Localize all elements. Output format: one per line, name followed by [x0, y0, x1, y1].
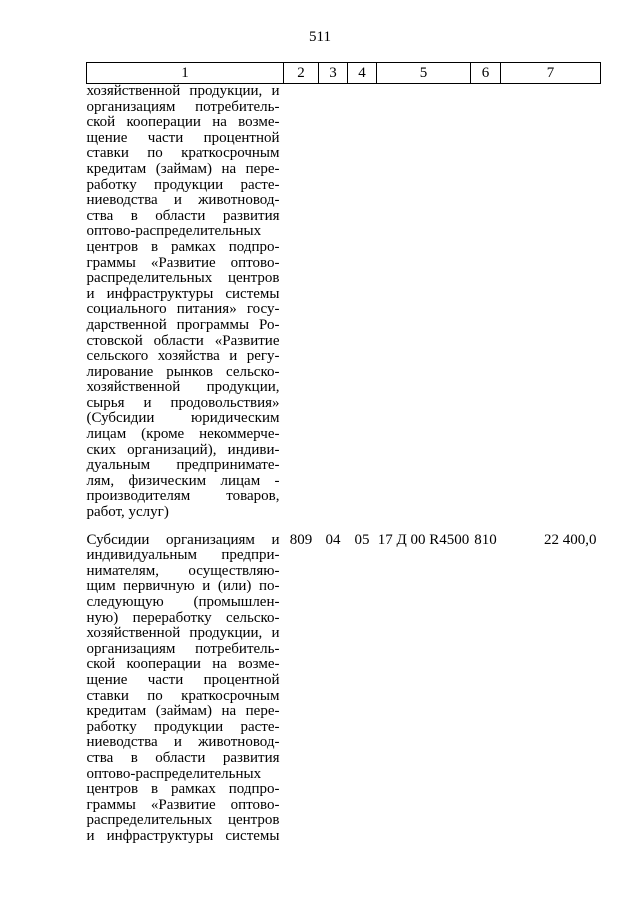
table-header: [87, 63, 601, 84]
text-line: распределительных центров: [86, 812, 280, 829]
text-line: оптово-распределительных: [86, 765, 262, 782]
text-line: оптово-распределительных: [86, 223, 262, 240]
text-line: ских организаций), индиви-: [86, 441, 280, 458]
text-line: сельского хозяйства и регу-: [86, 348, 280, 365]
text-line: нимателям, осуществляю-: [86, 562, 280, 579]
text-line: хозяйственной продукции, и: [86, 83, 280, 99]
row2-col-3: 04: [325, 531, 341, 548]
text-line: кредитам (займам) на пере-: [86, 160, 280, 177]
text-line: центров в рамках подпро-: [86, 781, 280, 798]
text-line: центров в рамках подпро-: [86, 238, 280, 255]
text-line: дарственной программы Ро-: [86, 316, 280, 333]
text-line: ниеводства и животновод-: [86, 192, 280, 209]
text-line: (Субсидии юридическим: [86, 410, 280, 427]
row2-col-7: 22 400,0: [544, 531, 597, 548]
text-line: следующую (промышлен-: [86, 594, 280, 610]
header-col-3: 3: [319, 63, 348, 84]
table-row: [87, 533, 601, 845]
text-line: социального питания» госу-: [86, 301, 280, 318]
header-col-7: 7: [501, 63, 601, 84]
row2-col-6: 810: [474, 531, 497, 548]
row2-col-4: 05: [354, 531, 370, 548]
text-line: организациям потребитель-: [86, 640, 280, 657]
text-line: ставки по краткосрочным: [86, 687, 280, 704]
header-col-4: 4: [348, 63, 377, 84]
text-line: щение части процентной: [86, 129, 280, 146]
text-line: ской кооперации на возме-: [86, 656, 280, 673]
text-line: дуальным предпринимате-: [86, 457, 280, 474]
header-col-5: 5: [377, 63, 471, 84]
row1-description: [87, 84, 284, 521]
text-line: ской кооперации на возме-: [86, 114, 280, 131]
text-line: лям, физическим лицам -: [86, 472, 280, 489]
text-line: и инфраструктуры системы: [86, 285, 280, 302]
text-line: работ, услуг): [86, 504, 169, 521]
header-col-6: 6: [471, 63, 501, 84]
text-line: распределительных центров: [86, 270, 280, 287]
text-line: и инфраструктуры системы: [86, 827, 280, 844]
text-line: граммы «Развитие оптово-: [86, 796, 280, 813]
text-line: щим первичную и (или) по-: [86, 578, 280, 595]
text-line: работку продукции расте-: [86, 718, 280, 735]
row2-col-5: 17 Д 00 R4500: [377, 531, 470, 548]
text-line: ства в области развития: [86, 749, 280, 766]
text-line: работку продукции расте-: [86, 176, 280, 193]
text-line: ставки по краткосрочным: [86, 145, 280, 162]
text-line: щение части процентной: [86, 671, 280, 688]
text-line: хозяйственной продукции,: [86, 379, 280, 396]
text-line: ную) переработку сельско-: [86, 609, 280, 626]
text-line: стовской области «Развитие: [86, 332, 280, 349]
text-line: ниеводства и животновод-: [86, 734, 280, 751]
text-line: граммы «Развитие оптово-: [86, 254, 280, 271]
text-line: хозяйственной продукции, и: [86, 625, 280, 642]
text-line: ства в области развития: [86, 207, 280, 224]
header-col-1: 1: [87, 63, 284, 84]
text-line: производителям товаров,: [86, 488, 280, 505]
text-line: сырья и продовольствия»: [86, 394, 280, 411]
text-line: кредитам (займам) на пере-: [86, 703, 280, 720]
budget-table: [86, 62, 601, 845]
page-number: 511: [309, 29, 331, 45]
row2-description: [87, 533, 284, 845]
header-col-2: 2: [284, 63, 319, 84]
table-row: [87, 84, 601, 521]
text-line: Субсидии организациям и: [86, 531, 280, 548]
text-line: лицам (кроме некоммерче-: [86, 426, 280, 443]
text-line: организациям потребитель-: [86, 98, 280, 115]
text-line: лирование рынков сельско-: [86, 363, 280, 380]
text-line: индивидуальным предпри-: [86, 547, 280, 564]
row2-col-2: 809: [289, 531, 313, 548]
